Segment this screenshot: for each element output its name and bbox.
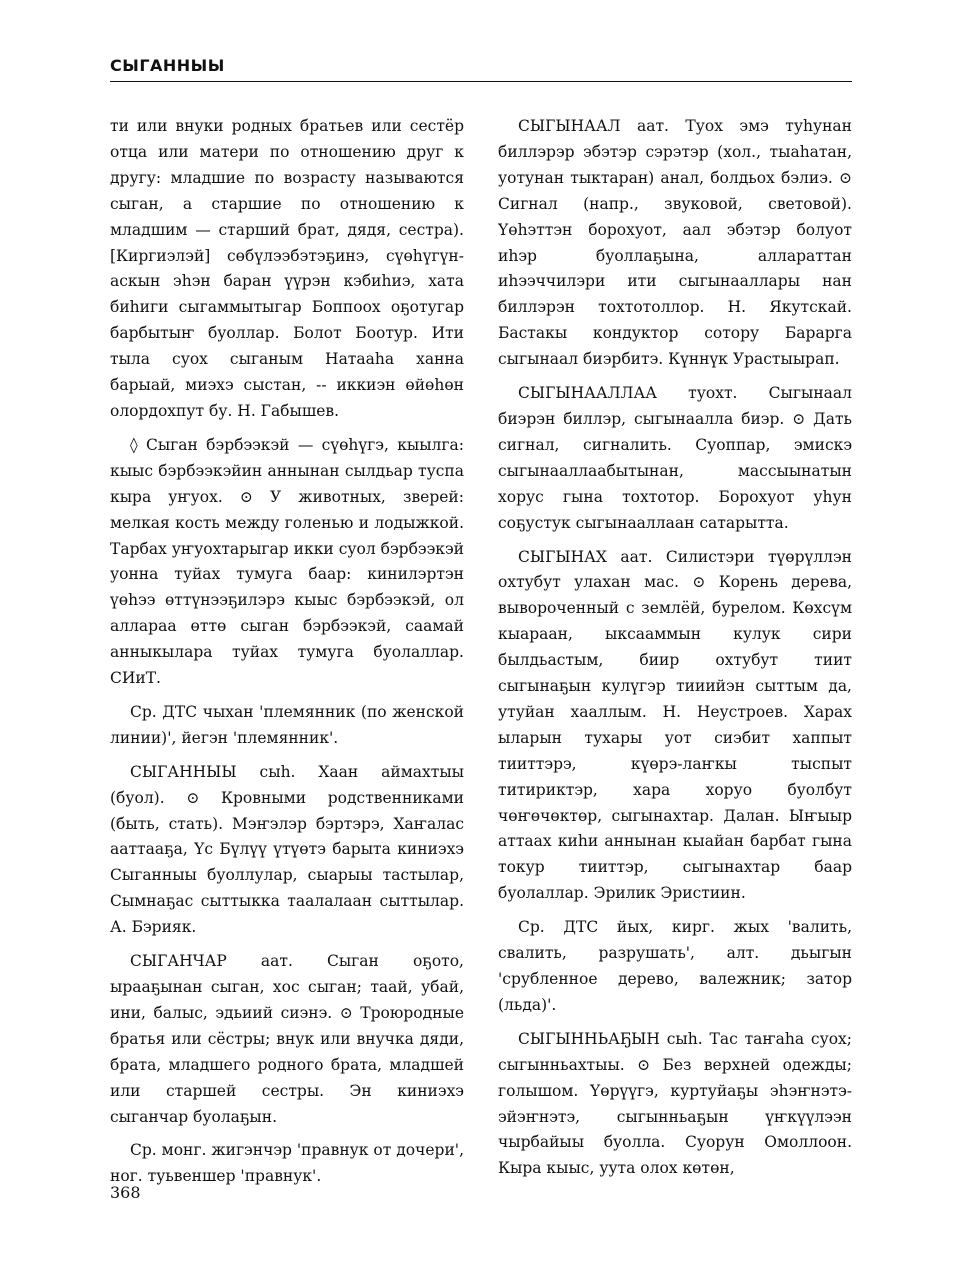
etymology-note: Ср. ДТС чыхан 'племянник (по женской линии)', йегэн 'племянник'.	[110, 702, 464, 747]
etymology-note: Ср. ДТС йых, кирг. жых 'валить, свалить, разрушать', алт. дьыгын 'срубленное дерево, валежник; затор (льда)'.	[498, 918, 852, 1014]
header-divider	[110, 81, 852, 82]
entry-sygannyy: СЫГАННЫЫ сыһ. Хаан аймахтыы (буол). ⊙ Кровными родственниками (быть, стать). Мэҥэлэр бэртэрэ, Хаҥалас ааттааҕа, Үс Бүлүү үтүөтэ барыта киниэхэ Сыганныы буоллулар, сыарыы тастылар, Сымнаҕас сыттыкка таалалаан сыттылар. А. Бэрияк.	[110, 762, 464, 937]
entry-syganchar: СЫГАНЧАР аат. Сыган оҕото, ыраaҕынан сыган, хос сыган; таай, убай, ини, балыс, эдьиий сиэнэ. ⊙ Троюродные братья или сёстры; внук или внучка дяди, брата, младшего родного брата, младшей или старшей сестры. Эн киниэхэ сыганчар буолаҕын.	[110, 952, 464, 1126]
entry-sygynaal: СЫГЫНААЛ аат. Туох эмэ туһунан биллэрэр эбэтэр сэрэтэр (хол., тыаһатан, уотунан тыктаран) анал, болдьох бэлиэ. ⊙ Сигнал (напр., звуковой, световой). Үөһэттэн борохуот, аал эбэтэр болуот иһэр буоллаҕына, алларaттан иһээччилэри ити сыгынааллары нан биллэрэн тохтотоллор. Н. Якутскай. Бастакы кондуктор сотору Бараргa сыгынаал биэрбитэ. Күннүк Урастыырап.	[498, 117, 852, 369]
page-number: 368	[110, 1183, 141, 1202]
entry-idiom-syganberbeekei: ◊ Сыган бэрбээкэй — сүөһүгэ, кыылга: кыыс бэрбээкэйин аннынан сылдьар туспа кыра уҥуох. ⊙ У животных, зверей: мелкая кость между голенью и лодыжкой. Тарбах уҥуохтарыгар икки суол бэрбээкэй уонна туйах тумуга баар: кинилэртэн үөһээ өттүнээҕилэрэ кыыс бэрбээкэй, ол алларaa өттө сыган бэрбээкэй, саамай анныкылара туйах тумуга буолаллар. СИиТ.	[110, 435, 464, 688]
entry-sygynakh: СЫГЫНАХ аат. Силистэри түөрүллэн охтубут улахан мас. ⊙ Корень дерева, вывороченный с землёй, бурелом. Көхсүм кыараан, ыксааммын кулук сири былдьастым, биир охтубут тиит сыгынаҕын кулүгэр тииийэн сыттым да, утуйан хааллым. Н. Неустроев. Харах ыларын тухары уот сиэбит хаппыт тииттэрэ, күөрэ-лаҥкы тыспыт титириктэр, хара хоруо буолбут чөҥөчөктөр, сыгынахтар. Далан. Ыҥыыр аттаах киһи аннынан кыайан барбат гына токур тииттэр, сыгынахтар баар буолаллар. Эрилик Эристиин.	[498, 547, 852, 903]
left-column	[110, 114, 464, 1198]
entry-sygynnyagyn: СЫГЫННЬАҔЫН сыһ. Тас таҥаһа суох; сыгынньахтыы. ⊙ Без верхней одежды; голышом. Үөрүүгэ, куртуйаҕы эһэҥнэтэ-эйэҥнэтэ, сыгынньаҕын үҥкүүлээн чырбайыы буолла. Суорун Омоллоон. Кыра кыыс, уута олох көтөн,	[498, 1029, 852, 1178]
entry-sygynaallaa: СЫГЫНААЛЛАА туохт. Сыгынаал биэрэн биллэр, сыгынаалла биэр. ⊙ Дать сигнал, сигналить. Суоппар, эмискэ сыгынааллаабытынан, массыынатын хорус гына тохтотор. Борохуот уһун соҕустук сыгынааллаан сатарытта.	[498, 384, 852, 532]
etymology-note: Ср. монг. жигэнчэр 'правнук от дочери', ног. туьвеншер 'правнук'.	[110, 1141, 464, 1186]
entry-continuation: ти или внуки родных братьев или сестёр отца или матери по отношению друг к другу: младшие по возрасту называются сыган, а старшие по отношению к младшим — старший брат, дядя, сестра). [Киргиэлэй] сөбүлээбэтэҕинэ, сүөһүгүн-аскын эһэн баран үүрэн кэбиһиэ, хата биһиги сыгаммытыгар Боппоох оҕотугар барбытыҥ буоллар. Болот Боотур. Ити тыла суох сыганым Натааһа ханна барыай, миэхэ сыстан, -- иккиэн өйөһөн олордохпут бу. Н. Габышев.	[110, 117, 464, 420]
running-header	[110, 56, 852, 82]
right-column	[498, 114, 852, 1190]
page-title: СЫГАННЫЫ	[110, 56, 225, 75]
